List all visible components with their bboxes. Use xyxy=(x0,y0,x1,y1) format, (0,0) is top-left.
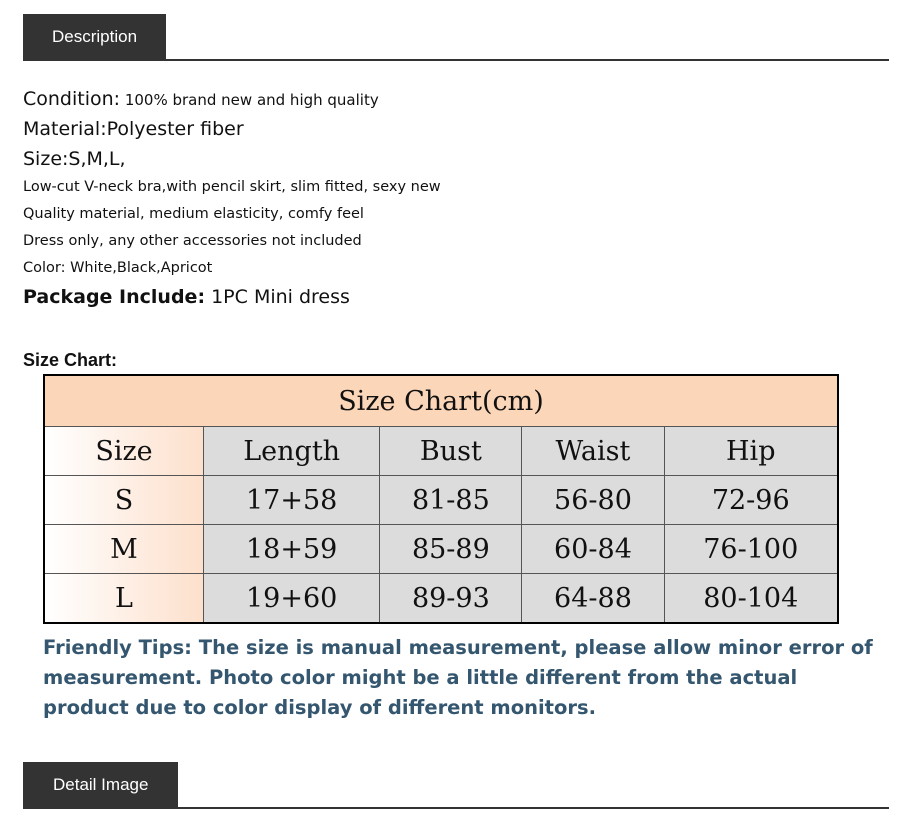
size-chart-table xyxy=(43,374,839,624)
package-line xyxy=(23,282,883,312)
table-cell: S xyxy=(44,476,204,525)
table-title-row xyxy=(44,375,838,427)
package-value: 1PC Mini dress xyxy=(205,286,350,308)
condition-line xyxy=(23,84,883,114)
table-cell: 89-93 xyxy=(380,574,522,624)
table-cell: M xyxy=(44,525,204,574)
table-cell: 81-85 xyxy=(380,476,522,525)
product-description xyxy=(23,84,883,312)
header-size: Size xyxy=(44,427,204,476)
table-cell: 18+59 xyxy=(204,525,380,574)
table-cell: 19+60 xyxy=(204,574,380,624)
description-tab[interactable]: Description xyxy=(23,14,166,59)
package-label: Package Include: xyxy=(23,286,206,308)
size-line: Size:S,M,L, xyxy=(23,148,126,170)
header-bust: Bust xyxy=(380,427,522,476)
table-cell: 56-80 xyxy=(522,476,664,525)
header-waist: Waist xyxy=(522,427,664,476)
table-cell: 85-89 xyxy=(380,525,522,574)
table-cell: 80-104 xyxy=(664,574,838,624)
table-cell: 64-88 xyxy=(522,574,664,624)
size-chart-label: Size Chart: xyxy=(23,350,118,370)
table-row xyxy=(44,476,838,525)
table-row xyxy=(44,574,838,624)
condition-label: Condition: xyxy=(23,88,121,110)
table-row xyxy=(44,525,838,574)
style-line: Low-cut V-neck bra,with pencil skirt, slim fitted, sexy new xyxy=(23,179,441,195)
table-title: Size Chart(cm) xyxy=(44,375,838,427)
header-length: Length xyxy=(204,427,380,476)
table-cell: 17+58 xyxy=(204,476,380,525)
friendly-tips: Friendly Tips: The size is manual measurement, please allow minor error of measurement. Photo color might be a little different from the actual product due to color display of different monitors. xyxy=(43,636,873,719)
table-cell: 76-100 xyxy=(664,525,838,574)
accessories-line: Dress only, any other accessories not included xyxy=(23,233,362,249)
table-header-row xyxy=(44,427,838,476)
description-section-header xyxy=(23,14,889,61)
material-line: Material:Polyester fiber xyxy=(23,118,244,140)
table-cell: L xyxy=(44,574,204,624)
condition-value: 100% brand new and high quality xyxy=(120,91,379,109)
color-line: Color: White,Black,Apricot xyxy=(23,260,213,276)
detail-image-section-header xyxy=(23,762,889,809)
detail-image-tab[interactable]: Detail Image xyxy=(23,762,178,807)
header-hip: Hip xyxy=(664,427,838,476)
table-cell: 72-96 xyxy=(664,476,838,525)
quality-line: Quality material, medium elasticity, comfy feel xyxy=(23,206,364,222)
table-cell: 60-84 xyxy=(522,525,664,574)
